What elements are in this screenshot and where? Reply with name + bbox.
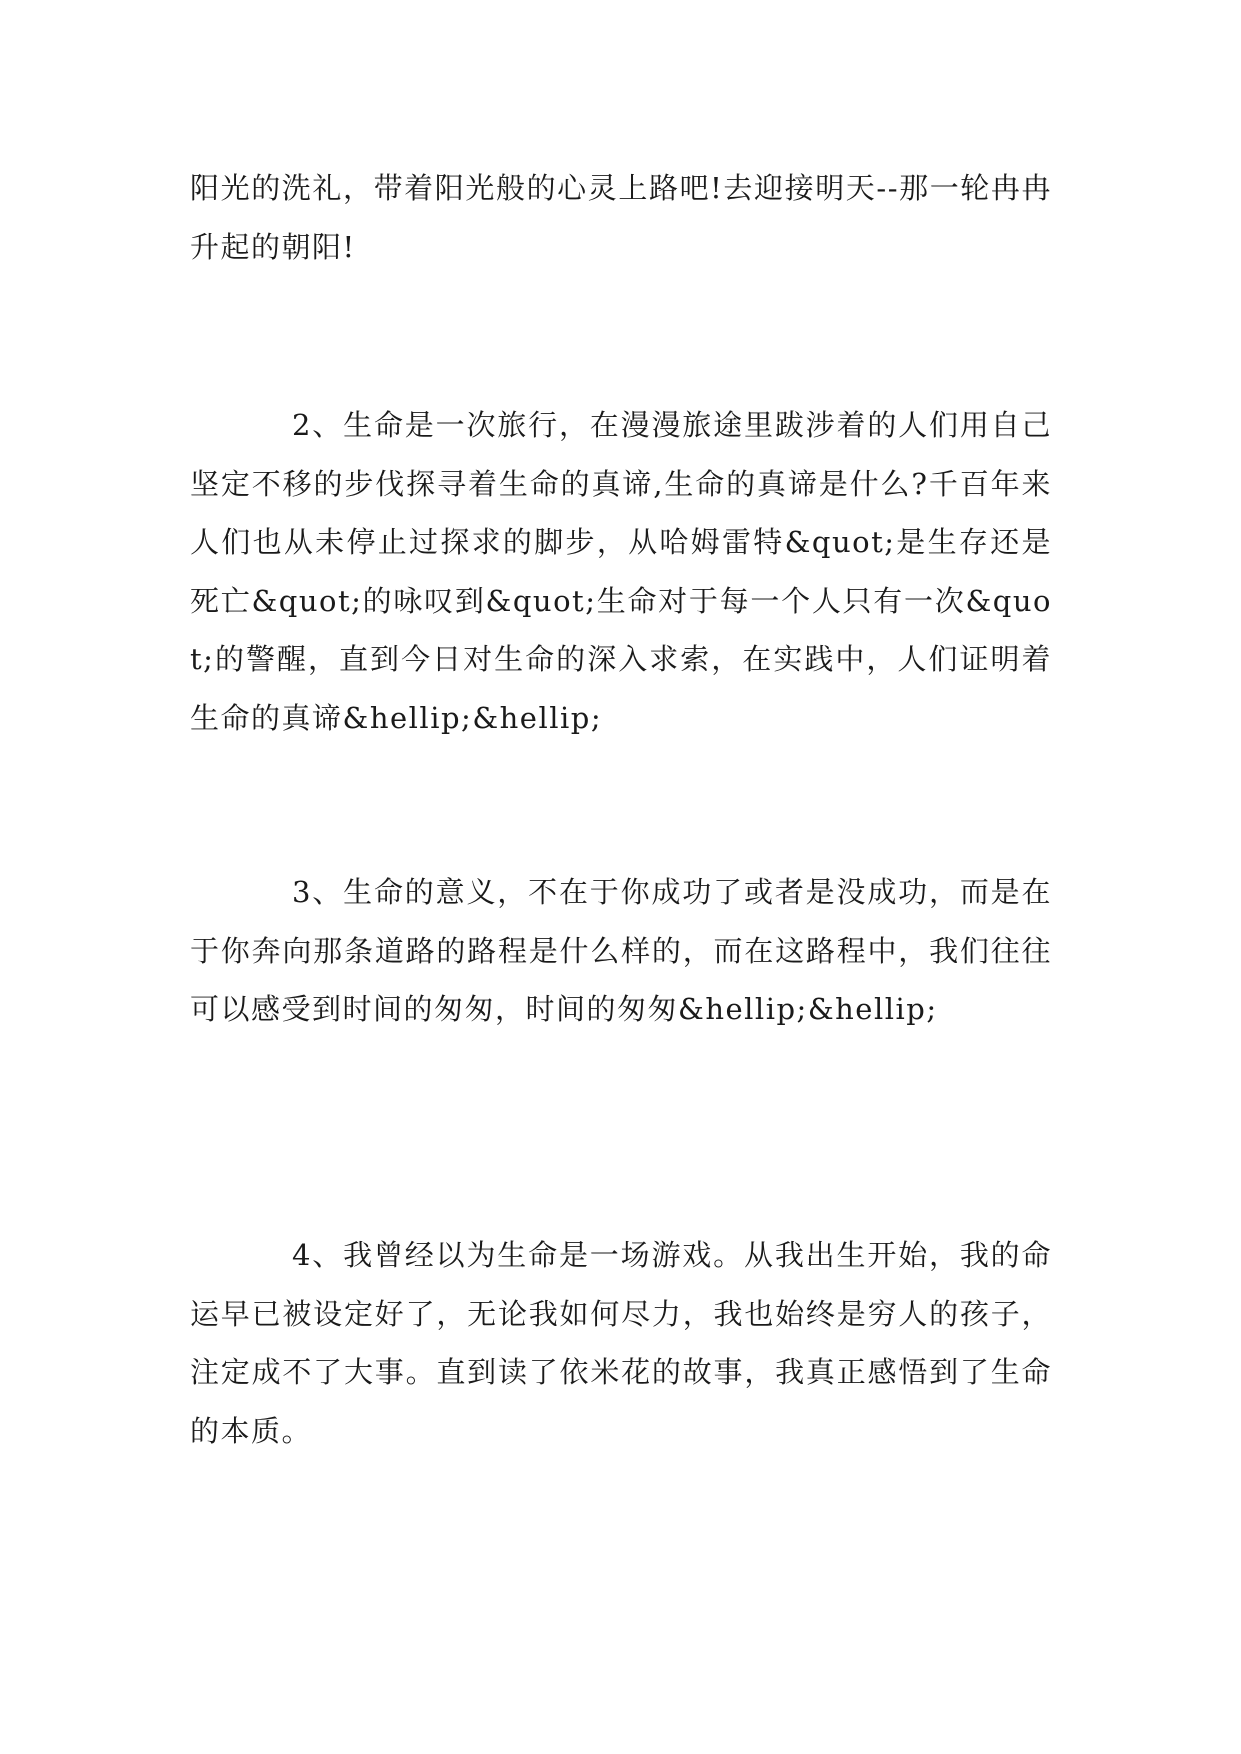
paragraph-2: 2、生命是一次旅行，在漫漫旅途里跋涉着的人们用自己坚定不移的步伐探寻着生命的真谛,生命的真谛是什么?千百年来人们也从未停止过探求的脚步，从哈姆雷特&quot;是生存还是死亡&quot;的咏叹到&quot;生命对于每一个人只有一次&quot;的警醒，直到今日对生命的深入求索，在实践中，人们证明着生命的真谛&hellip;&hellip; (190, 408, 1052, 735)
paragraph-4: 4、我曾经以为生命是一场游戏。从我出生开始，我的命运早已被设定好了，无论我如何尽力，我也始终是穷人的孩子，注定成不了大事。直到读了依米花的故事，我真正感悟到了生命的本质。 (190, 1238, 1052, 1448)
paragraph-3: 3、生命的意义，不在于你成功了或者是没成功，而是在于你奔向那条道路的路程是什么样的，而在这路程中，我们往往可以感受到时间的匆匆，时间的匆匆&hellip;&hellip; (190, 875, 1052, 1026)
paragraph-continuation: 阳光的洗礼，带着阳光般的心灵上路吧!去迎接明天--那一轮冉冉升起的朝阳! (190, 171, 1052, 264)
